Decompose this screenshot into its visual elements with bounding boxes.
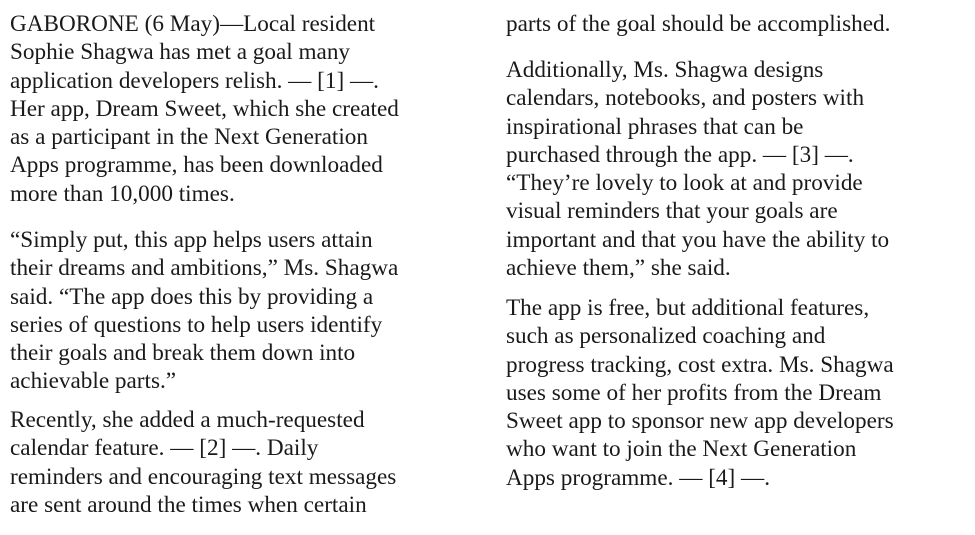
- text-line: their goals and break them down into: [10, 340, 356, 367]
- paragraph-products: [506, 56, 889, 282]
- text-line: progress tracking, cost extra. Ms. Shagwa: [506, 351, 894, 378]
- text-line: Her app, Dream Sweet, which she created: [10, 95, 399, 122]
- text-line: inspirational phrases that can be: [506, 113, 804, 140]
- text-line: calendar feature. — [2] —. Daily: [10, 435, 319, 462]
- text-line: important and that you have the ability to: [506, 226, 890, 253]
- text-line: uses some of her profits from the Dream: [506, 379, 882, 406]
- text-line: purchased through the app. — [3] —.: [506, 141, 854, 168]
- paragraph-calendar: [10, 406, 396, 519]
- text-line: reminders and encouraging text messages: [10, 463, 397, 490]
- text-line: said. “The app does this by providing a: [10, 283, 374, 310]
- paragraph-continuation: [506, 10, 890, 38]
- paragraph-quote: [10, 226, 398, 396]
- text-line: calendars, notebooks, and posters with: [506, 85, 865, 112]
- text-line: more than 10,000 times.: [10, 180, 235, 207]
- paragraph-intro: [10, 10, 399, 208]
- text-line: “They’re lovely to look at and provide: [506, 170, 863, 197]
- text-line: achievable parts.”: [10, 368, 177, 395]
- text-line: Recently, she added a much-requested: [10, 407, 365, 433]
- text-line: who want to join the Next Generation: [506, 436, 857, 463]
- text-line: Apps programme, has been downloaded: [10, 152, 383, 179]
- text-line: Sophie Shagwa has met a goal many: [10, 39, 351, 66]
- text-line: achieve them,” she said.: [506, 255, 731, 282]
- text-line: such as personalized coaching and: [506, 323, 826, 350]
- text-line: Additionally, Ms. Shagwa designs: [506, 57, 824, 83]
- text-line: “Simply put, this app helps users attain: [10, 227, 373, 253]
- text-line: The app is free, but additional features,: [506, 295, 870, 321]
- text-line: as a participant in the Next Generation: [10, 124, 368, 151]
- text-line: visual reminders that your goals are: [506, 198, 838, 225]
- text-line: GABORONE (6 May)—Local resident: [10, 11, 376, 37]
- text-line: their dreams and ambitions,” Ms. Shagwa: [10, 255, 399, 282]
- text-line: Apps programme. — [4] —.: [506, 464, 771, 491]
- text-line: application developers relish. — [1] —.: [10, 67, 379, 94]
- text-line: series of questions to help users identify: [10, 311, 383, 338]
- text-line: parts of the goal should be accomplished.: [506, 11, 891, 37]
- text-line: are sent around the times when certain: [10, 491, 367, 518]
- paragraph-pricing: [506, 294, 894, 492]
- text-line: Sweet app to sponsor new app developers: [506, 408, 894, 435]
